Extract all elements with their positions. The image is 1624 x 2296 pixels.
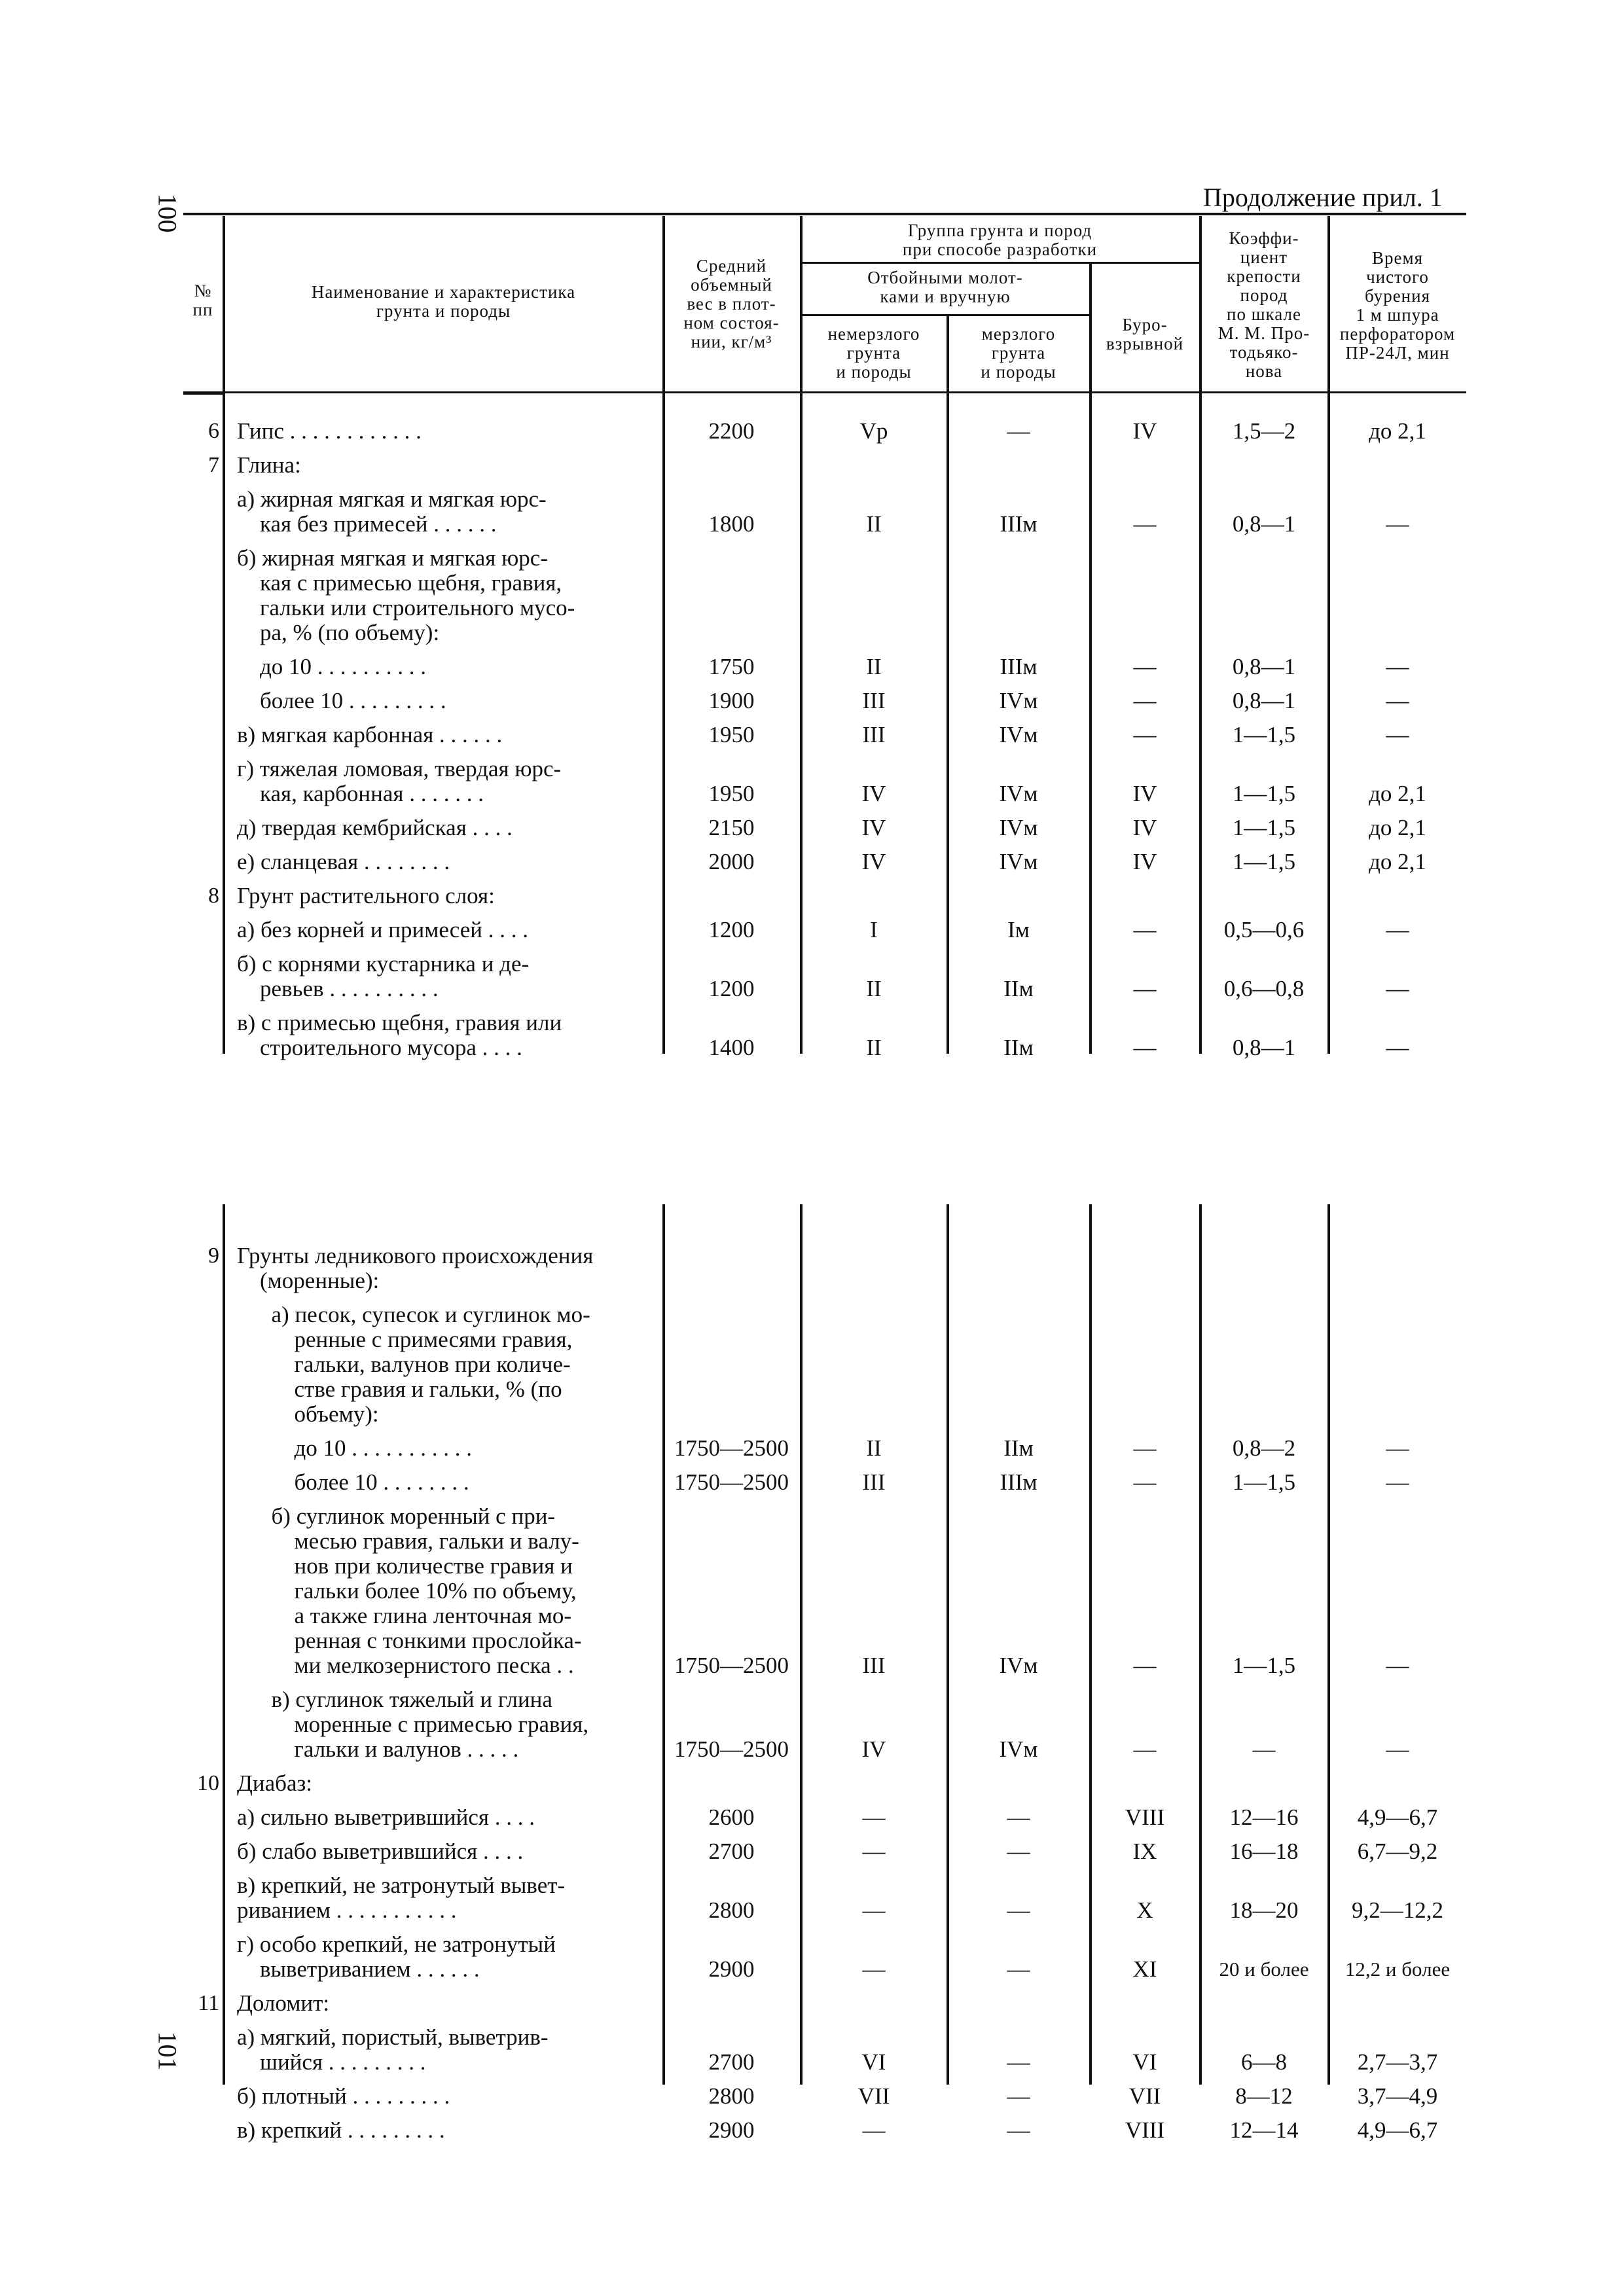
cell-unfrozen: IV <box>861 815 886 840</box>
row-name: Грунты ледникового происхождения (моренные): <box>237 1243 594 1293</box>
cell-blast: VI <box>1132 2049 1157 2075</box>
cell-unfrozen: Vр <box>859 418 888 444</box>
cell-frozen: IIIм <box>1000 654 1038 679</box>
header-coef: Коэффи- циент крепости пород по шкале М. М. Про- тодьяко- нова <box>1218 228 1310 381</box>
cell-unfrozen: II <box>866 1435 882 1461</box>
cell-density: 1750—2500 <box>674 1736 789 1762</box>
cell-coef: 1—1,5 <box>1232 815 1296 840</box>
cell-unfrozen: III <box>862 1469 886 1495</box>
cell-blast: — <box>1133 511 1157 537</box>
cell-frozen: IVм <box>999 1736 1038 1762</box>
row-name: Доломит: <box>237 1990 330 2016</box>
cell-time: — <box>1386 1736 1409 1762</box>
cell-density: 2900 <box>708 2117 755 2143</box>
cell-unfrozen: — <box>862 1839 886 1864</box>
cell-blast: — <box>1133 1469 1157 1495</box>
cell-density: 1200 <box>708 976 755 1001</box>
cell-coef: 1—1,5 <box>1232 1653 1296 1678</box>
row-name: б) слабо выветрившийся . . . . <box>237 1839 524 1864</box>
row-name: г) тяжелая ломовая, твердая юрс- кая, карбонная . . . . . . . <box>237 756 562 806</box>
cell-coef: 0,6—0,8 <box>1223 976 1305 1001</box>
cell-blast: IX <box>1132 1839 1157 1864</box>
header-frozen: мерзлого грунта и породы <box>981 324 1056 382</box>
cell-frozen: — <box>1007 2049 1030 2075</box>
cell-time: до 2,1 <box>1369 418 1426 444</box>
cell-blast: VIII <box>1125 1804 1165 1830</box>
row-number: 9 <box>208 1244 219 1268</box>
cell-time: — <box>1386 917 1409 942</box>
cell-coef: 12—14 <box>1229 2117 1299 2143</box>
cell-density: 2700 <box>708 1839 755 1864</box>
cell-time: 12,2 и более <box>1344 1958 1451 1981</box>
header-unfrozen: немерзлого грунта и породы <box>827 324 920 382</box>
row-name: д) твердая кембрийская . . . . <box>237 815 513 840</box>
row-name: Грунт растительного слоя: <box>237 883 495 908</box>
cell-frozen: — <box>1007 418 1030 444</box>
cell-coef: 0,8—1 <box>1232 688 1296 713</box>
row-name: в) суглинок тяжелый и глина моренные с примесью гравия, гальки и валунов . . . . . <box>271 1687 589 1762</box>
cell-coef: — <box>1252 1736 1276 1762</box>
cell-density: 1800 <box>708 511 755 537</box>
cell-time: — <box>1386 654 1409 679</box>
page-number-bottom: 101 <box>153 2031 183 2071</box>
page-number-top: 100 <box>153 193 183 233</box>
cell-density: 1400 <box>708 1035 755 1060</box>
row-name: б) суглинок моренный с при- месью гравия, гальки и валу- нов при количестве гравия и гальки более 10% по объему, а также глина ленточная мо- ренная с тонкими прослойка- ми мелкозернистого песка . . <box>271 1503 582 1678</box>
cell-unfrozen: III <box>862 1653 886 1678</box>
row-name: б) жирная мягкая и мягкая юрс- кая с примесью щебня, гравия, гальки или строительного мусо- ра, % (по объему): <box>237 545 575 645</box>
cell-time: 3,7—4,9 <box>1357 2083 1438 2109</box>
cell-unfrozen: — <box>862 2117 886 2143</box>
row-name: а) жирная мягкая и мягкая юрс- кая без примесей . . . . . . <box>237 486 547 537</box>
cell-blast: — <box>1133 1435 1157 1461</box>
row-name: е) сланцевая . . . . . . . . <box>237 849 450 874</box>
row-number: 7 <box>208 453 219 477</box>
cell-time: 9,2—12,2 <box>1352 1897 1443 1923</box>
cell-blast: IV <box>1132 815 1157 840</box>
cell-coef: 0,8—1 <box>1232 1035 1296 1060</box>
header-blast: Буро- взрывной <box>1106 315 1184 353</box>
header-time: Время чистого бурения 1 м шпура перфоратором ПР-24Л, мин <box>1339 248 1456 363</box>
cell-blast: VII <box>1128 2083 1161 2109</box>
cell-density: 1750 <box>708 654 755 679</box>
cell-density: 2600 <box>708 1804 755 1830</box>
cell-frozen: IIм <box>1003 976 1034 1001</box>
cell-density: 2000 <box>708 849 755 874</box>
header-rule <box>183 213 1466 215</box>
cell-density: 1750—2500 <box>674 1435 789 1461</box>
cell-coef: 1—1,5 <box>1232 849 1296 874</box>
cell-coef: 0,8—2 <box>1232 1435 1296 1461</box>
row-name: а) мягкий, пористый, выветрив- шийся . . . . . . . . . <box>237 2024 549 2075</box>
cell-frozen: Iм <box>1007 917 1030 942</box>
row-name: до 10 . . . . . . . . . . <box>237 654 427 679</box>
cell-coef: 18—20 <box>1229 1897 1299 1923</box>
cell-unfrozen: IV <box>861 1736 886 1762</box>
cell-unfrozen: I <box>870 917 878 942</box>
cell-blast: X <box>1136 1897 1153 1923</box>
cell-unfrozen: II <box>866 976 882 1001</box>
cell-unfrozen: II <box>866 511 882 537</box>
row-name: в) мягкая карбонная . . . . . . <box>237 722 503 747</box>
row-number: 6 <box>208 419 219 443</box>
cell-density: 1200 <box>708 917 755 942</box>
cell-coef: 20 и более <box>1219 1958 1309 1981</box>
cell-frozen: — <box>1007 1839 1030 1864</box>
row-number: 10 <box>197 1771 219 1795</box>
cell-time: 2,7—3,7 <box>1357 2049 1438 2075</box>
cell-density: 2700 <box>708 2049 755 2075</box>
cell-time: 4,9—6,7 <box>1357 2117 1438 2143</box>
cell-frozen: IVм <box>999 722 1038 747</box>
cell-time: — <box>1386 1469 1409 1495</box>
cell-coef: 0,5—0,6 <box>1223 917 1305 942</box>
cell-blast: IV <box>1132 849 1157 874</box>
cell-frozen: — <box>1007 2083 1030 2109</box>
cell-frozen: — <box>1007 1804 1030 1830</box>
cell-blast: — <box>1133 1736 1157 1762</box>
cell-unfrozen: VI <box>861 2049 886 2075</box>
row-name: в) с примесью щебня, гравия или строительного мусора . . . . <box>237 1010 562 1060</box>
row-name: Диабаз: <box>237 1770 313 1796</box>
cell-blast: IV <box>1132 418 1157 444</box>
cell-time: до 2,1 <box>1369 815 1426 840</box>
row-name: более 10 . . . . . . . . . <box>237 688 446 713</box>
cell-unfrozen: IV <box>861 781 886 806</box>
cell-unfrozen: VII <box>857 2083 890 2109</box>
cell-density: 1950 <box>708 781 755 806</box>
cell-blast: — <box>1133 688 1157 713</box>
cell-blast: — <box>1133 722 1157 747</box>
cell-time: — <box>1386 688 1409 713</box>
cell-density: 2200 <box>708 418 755 444</box>
cell-blast: — <box>1133 1035 1157 1060</box>
cell-density: 2800 <box>708 1897 755 1923</box>
cell-coef: 1,5—2 <box>1232 418 1296 444</box>
cell-unfrozen: II <box>866 1035 882 1060</box>
cell-coef: 1—1,5 <box>1232 781 1296 806</box>
cell-frozen: — <box>1007 2117 1030 2143</box>
cell-frozen: IIIм <box>1000 1469 1038 1495</box>
cell-frozen: — <box>1007 1897 1030 1923</box>
cell-time: — <box>1386 722 1409 747</box>
cell-frozen: IVм <box>999 781 1038 806</box>
cell-time: 4,9—6,7 <box>1357 1804 1438 1830</box>
cell-coef: 0,8—1 <box>1232 511 1296 537</box>
cell-density: 2900 <box>708 1956 755 1982</box>
cell-coef: 8—12 <box>1235 2083 1293 2109</box>
cell-coef: 6—8 <box>1241 2049 1287 2075</box>
cell-unfrozen: — <box>862 1897 886 1923</box>
header-num: № пп <box>192 281 213 319</box>
row-name: в) крепкий . . . . . . . . . <box>237 2117 445 2143</box>
cell-frozen: IVм <box>999 1653 1038 1678</box>
header-group: Группа грунта и пород при способе разработки <box>902 221 1098 259</box>
cell-time: — <box>1386 1035 1409 1060</box>
row-name: г) особо крепкий, не затронутый выветриванием . . . . . . <box>237 1931 556 1982</box>
cell-blast: — <box>1133 976 1157 1001</box>
row-name: Гипс . . . . . . . . . . . . <box>237 418 422 444</box>
cell-unfrozen: III <box>862 688 886 713</box>
cell-density: 1750—2500 <box>674 1469 789 1495</box>
header-manual: Отбойными молот- ками и вручную <box>867 268 1023 306</box>
cell-density: 2800 <box>708 2083 755 2109</box>
cell-blast: — <box>1133 654 1157 679</box>
cell-blast: — <box>1133 1653 1157 1678</box>
cell-unfrozen: — <box>862 1804 886 1830</box>
cell-unfrozen: III <box>862 722 886 747</box>
cell-time: до 2,1 <box>1369 781 1426 806</box>
header-name: Наименование и характеристика грунта и породы <box>311 282 576 321</box>
row-name: б) плотный . . . . . . . . . <box>237 2083 450 2109</box>
cell-time: до 2,1 <box>1369 849 1426 874</box>
cell-coef: 16—18 <box>1229 1839 1299 1864</box>
cell-coef: 1—1,5 <box>1232 722 1296 747</box>
row-name: а) песок, супесок и суглинок мо- ренные с примесями гравия, гальки, валунов при количе- стве гравия и гальки, % (по объему): <box>271 1302 590 1427</box>
cell-blast: IV <box>1132 781 1157 806</box>
cell-blast: — <box>1133 917 1157 942</box>
cell-blast: XI <box>1132 1956 1157 1982</box>
continuation-label: Продолжение прил. 1 <box>1203 183 1443 212</box>
cell-frozen: IVм <box>999 815 1038 840</box>
cell-coef: 1—1,5 <box>1232 1469 1296 1495</box>
cell-time: — <box>1386 976 1409 1001</box>
row-name: в) крепкий, не затронутый вывет- риванием . . . . . . . . . . . <box>237 1873 566 1923</box>
cell-time: — <box>1386 511 1409 537</box>
cell-coef: 0,8—1 <box>1232 654 1296 679</box>
row-name: до 10 . . . . . . . . . . . <box>237 1435 473 1461</box>
row-name: Глина: <box>237 452 301 478</box>
cell-time: 6,7—9,2 <box>1357 1839 1438 1864</box>
cell-blast: VIII <box>1125 2117 1165 2143</box>
row-name: б) с корнями кустарника и де- ревьев . . . . . . . . . . <box>237 951 530 1001</box>
cell-density: 1750—2500 <box>674 1653 789 1678</box>
cell-frozen: IIIм <box>1000 511 1038 537</box>
cell-unfrozen: — <box>862 1956 886 1982</box>
cell-frozen: IVм <box>999 849 1038 874</box>
cell-density: 1900 <box>708 688 755 713</box>
cell-frozen: — <box>1007 1956 1030 1982</box>
cell-frozen: IVм <box>999 688 1038 713</box>
cell-frozen: IIм <box>1003 1035 1034 1060</box>
row-name: а) без корней и примесей . . . . <box>237 917 529 942</box>
cell-frozen: IIм <box>1003 1435 1034 1461</box>
row-number: 8 <box>208 884 219 908</box>
cell-coef: 12—16 <box>1229 1804 1299 1830</box>
cell-unfrozen: IV <box>861 849 886 874</box>
cell-unfrozen: II <box>866 654 882 679</box>
cell-density: 2150 <box>708 815 755 840</box>
row-number: 11 <box>198 1991 219 2015</box>
cell-time: — <box>1386 1435 1409 1461</box>
cell-density: 1950 <box>708 722 755 747</box>
row-name: более 10 . . . . . . . . <box>237 1469 469 1495</box>
row-name: а) сильно выветрившийся . . . . <box>237 1804 535 1830</box>
cell-time: — <box>1386 1653 1409 1678</box>
header-density: Средний объемный вес в плот- ном состоя- нии, кг/м³ <box>683 256 780 351</box>
